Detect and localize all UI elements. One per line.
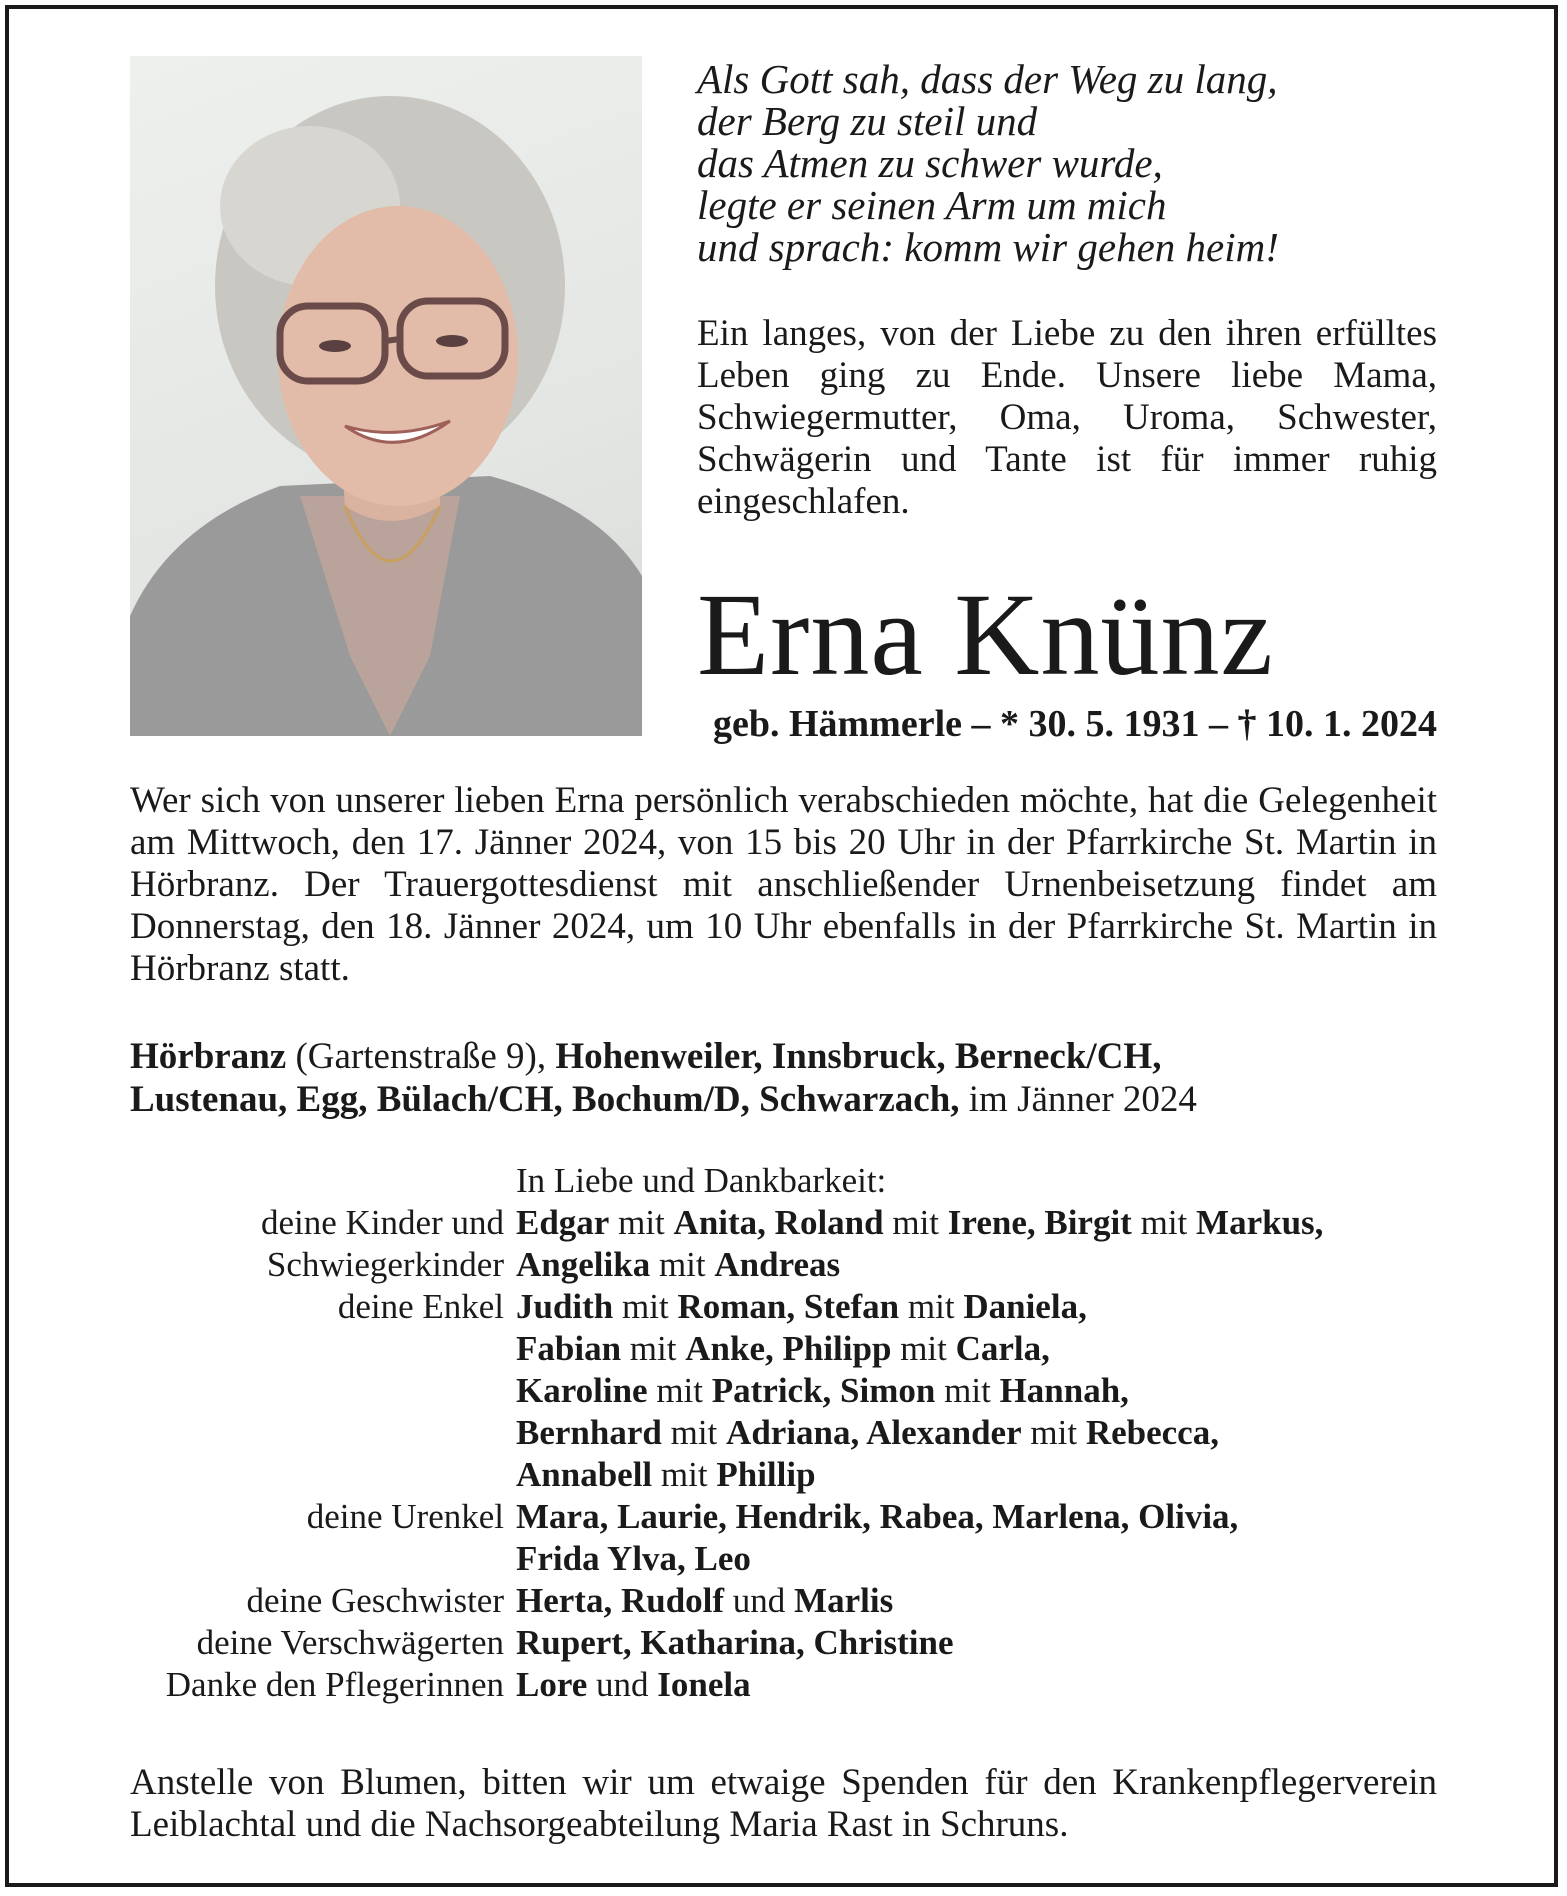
mourner-connector: mit	[661, 1413, 727, 1452]
mourner-row	[0, 1328, 1567, 1370]
poem	[697, 58, 1437, 268]
mourner-connector: und	[724, 1581, 795, 1620]
intro-paragraph: Ein langes, von der Liebe zu den ihren erfülltes Leben ging zu Ende. Unsere liebe Mama, Schwiegermutter, Oma, Uroma, Schwester, Schwägerin und Tante ist für immer ruhig eingeschlafen.	[697, 313, 1437, 522]
mourner-row	[0, 1370, 1567, 1412]
mourner-name: Angelika	[516, 1245, 651, 1284]
farewell-paragraph: Wer sich von unserer lieben Erna persönlich verabschieden möchte, hat die Gelegenheit am Mittwoch, den 17. Jänner 2024, von 15 bis 20 Uhr in der Pfarrkirche St. Martin in Hörbranz. Der Trauergottesdienst mit anschließender Urnenbeisetzung findet am Donnerstag, den 18. Jänner 2024, um 10 Uhr ebenfalls in der Pfarrkirche St. Martin in Hörbranz statt.	[130, 780, 1437, 989]
portrait-photo	[130, 56, 642, 736]
portrait-illustration	[130, 56, 642, 736]
mourner-name: Karoline	[516, 1371, 648, 1410]
places-line	[130, 1035, 1460, 1121]
poem-line: das Atmen zu schwer wurde,	[697, 140, 1163, 186]
mourner-name: Fabian	[516, 1329, 622, 1368]
place-address: (Gartenstraße 9),	[286, 1036, 556, 1077]
mourners-heading: In Liebe und Dankbarkeit:	[516, 1161, 887, 1200]
mourner-name: Frida Ylva, Leo	[516, 1539, 751, 1578]
mourner-name: Judith	[516, 1287, 614, 1326]
mourner-name: Patrick, Simon	[711, 1371, 936, 1410]
deceased-name: Erna Knünz	[697, 569, 1274, 700]
mourner-label: deine Enkel	[337, 1287, 504, 1326]
mourner-row	[0, 1454, 1567, 1496]
mourner-name: Andreas	[714, 1245, 841, 1284]
mourner-connector: mit	[609, 1203, 674, 1242]
mourner-name: Rebecca,	[1085, 1413, 1219, 1452]
mourner-row	[0, 1580, 1567, 1622]
mourner-name: Adriana, Alexander	[726, 1413, 1022, 1452]
mourner-name: Annabell	[516, 1455, 653, 1494]
birth-death-dates: geb. Hämmerle – * 30. 5. 1931 – † 10. 1. 2024	[712, 703, 1437, 745]
poem-line: der Berg zu steil und	[697, 98, 1038, 144]
mourner-name: Ionela	[657, 1665, 751, 1704]
poem-line: legte er seinen Arm um mich	[697, 182, 1167, 228]
places-list-2: Lustenau, Egg, Bülach/CH, Bochum/D, Schwarzach,	[130, 1079, 960, 1120]
mourner-label: deine Kinder und	[261, 1203, 504, 1242]
mourner-name: Anita, Roland	[673, 1203, 884, 1242]
mourner-row	[0, 1496, 1567, 1538]
mourner-label: deine Urenkel	[306, 1497, 504, 1536]
mourner-connector: und	[587, 1665, 658, 1704]
mourner-label: Danke den Pflegerinnen	[165, 1665, 504, 1704]
mourner-row	[0, 1622, 1567, 1664]
mourner-connector: mit	[891, 1329, 956, 1368]
mourner-name: Daniela,	[963, 1287, 1087, 1326]
mourner-name: Phillip	[716, 1455, 816, 1494]
mourner-name: Irene, Birgit	[947, 1203, 1132, 1242]
mourner-name: Marlis	[794, 1581, 894, 1620]
mourner-name: Edgar	[516, 1203, 610, 1242]
places-list-1: Hohenweiler, Innsbruck, Berneck/CH,	[555, 1036, 1162, 1077]
mourner-label: deine Geschwister	[246, 1581, 504, 1620]
places-date: im Jänner 2024	[959, 1079, 1197, 1120]
place-main: Hörbranz	[130, 1036, 287, 1077]
mourner-connector: mit	[1131, 1203, 1197, 1242]
mourner-row	[0, 1412, 1567, 1454]
mourner-row	[0, 1202, 1567, 1244]
mourner-row	[0, 1538, 1567, 1580]
mourners-list	[0, 1160, 1567, 1706]
mourner-label: deine Verschwägerten	[196, 1623, 504, 1662]
mourner-connector: mit	[883, 1203, 948, 1242]
mourner-connector: mit	[621, 1329, 686, 1368]
mourner-name: Bernhard	[516, 1413, 662, 1452]
mourner-name: Anke, Philipp	[685, 1329, 892, 1368]
mourner-row	[0, 1286, 1567, 1328]
mourner-name: Rupert, Katharina, Christine	[516, 1623, 954, 1662]
mourner-connector: mit	[650, 1245, 715, 1284]
mourner-name: Herta, Rudolf	[516, 1581, 725, 1620]
mourner-name: Hannah,	[999, 1371, 1129, 1410]
mourner-connector: mit	[652, 1455, 717, 1494]
poem-line: und sprach: komm wir gehen heim!	[697, 224, 1279, 270]
donation-note: Anstelle von Blumen, bitten wir um etwaige Spenden für den Krankenpflegerverein Leiblachtal und die Nachsorgeabteilung Maria Rast in Schruns.	[130, 1762, 1437, 1845]
mourner-name: Roman, Stefan	[677, 1287, 900, 1326]
mourner-name: Carla,	[955, 1329, 1050, 1368]
mourner-label: Schwiegerkinder	[266, 1245, 504, 1284]
mourner-connector: mit	[899, 1287, 964, 1326]
mourner-row	[0, 1244, 1567, 1286]
mourner-connector: mit	[935, 1371, 1000, 1410]
mourner-row	[0, 1664, 1567, 1706]
mourner-connector: mit	[613, 1287, 678, 1326]
mourner-name: Lore	[516, 1665, 588, 1704]
mourner-name: Markus,	[1196, 1203, 1324, 1242]
mourner-connector: mit	[647, 1371, 712, 1410]
poem-line: Als Gott sah, dass der Weg zu lang,	[697, 56, 1278, 102]
mourner-name: Mara, Laurie, Hendrik, Rabea, Marlena, Olivia,	[516, 1497, 1239, 1536]
mourner-connector: mit	[1021, 1413, 1086, 1452]
